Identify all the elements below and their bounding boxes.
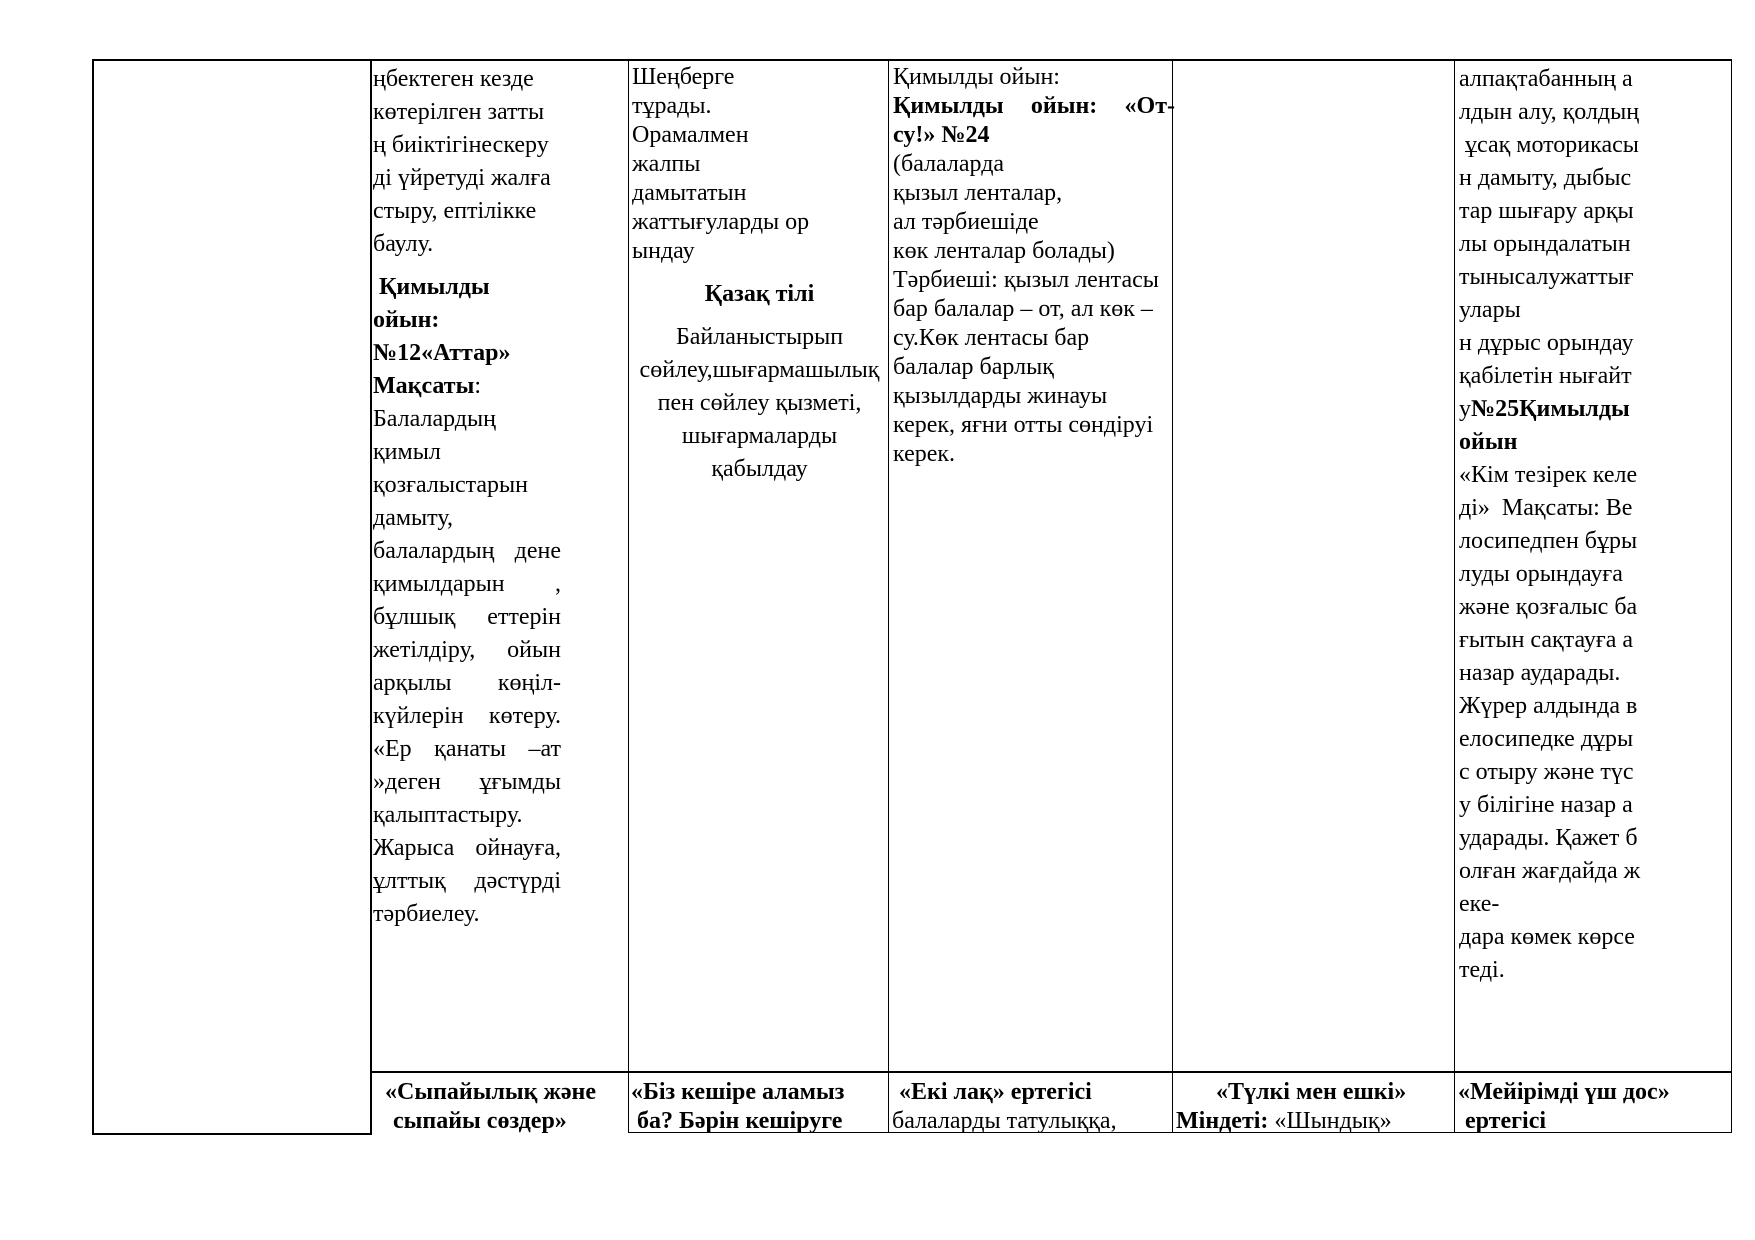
col3-line: балалар барлық xyxy=(893,354,1054,380)
col6-line: тар шығару арқы xyxy=(1459,198,1634,224)
table-border-left xyxy=(92,59,94,1135)
col3-line: (балаларда xyxy=(893,151,1005,177)
row2-col4-title: «Түлкі мен ешкі» xyxy=(1216,1079,1407,1105)
col2-body-line: шығармаларды xyxy=(681,423,838,449)
col6-line: ғытын сақтауға а xyxy=(1459,627,1634,653)
col1-line: стыру, ептілікке xyxy=(373,198,537,224)
col3-line: ал тәрбиешіде xyxy=(893,209,1039,235)
row2-col5-title: ертегісі xyxy=(1465,1108,1547,1134)
row2-col1-title: сыпайы сөздер» xyxy=(393,1108,567,1134)
col1-goal-line: »деген ұғымды xyxy=(373,769,561,795)
col6-line: тынысалужаттығ xyxy=(1459,264,1634,290)
row-divider xyxy=(370,1071,1732,1073)
col3-line: Қимылды ойын: xyxy=(893,64,1060,90)
cell-col2-main xyxy=(632,63,887,486)
col3-line: керек, яғни отты сөндіруі xyxy=(893,412,1154,438)
col1-goal-line: балалардың дене xyxy=(373,538,561,564)
col6-line: елосипедке дұры xyxy=(1459,726,1634,752)
col3-line: керек. xyxy=(893,441,956,467)
column-divider-3 xyxy=(888,59,889,1133)
col1-goal-line: тәрбиелеу. xyxy=(373,901,480,927)
col3-bold-title: Қимылды ойын: «От- xyxy=(893,93,1175,119)
col1-goal-line: қозғалыстарын xyxy=(373,472,529,498)
col6-line: және қозғалыс ба xyxy=(1459,594,1638,620)
col6-line: еке- xyxy=(1459,891,1500,917)
col6-line: назар аударады. xyxy=(1459,660,1621,686)
col1-goal-line: қимылдарын , xyxy=(373,571,561,597)
col3-line: бар балалар – от, ал көк – xyxy=(893,296,1153,322)
row2-col2 xyxy=(631,1078,844,1136)
col3-bold-title: су!» №24 xyxy=(893,122,990,148)
row2-col4-task xyxy=(1176,1107,1406,1136)
col6-line: лосипедпен бұры xyxy=(1459,528,1638,554)
col1-goal-line: Балалардың xyxy=(373,406,496,432)
col6-line: ді» Мақсаты: Ве xyxy=(1459,495,1633,521)
col6-bold-line: ойын xyxy=(1459,429,1518,455)
col6-game-number: №25Қимылды xyxy=(1471,396,1630,422)
col1-line: көтерілген затты xyxy=(373,99,545,125)
col6-mixed-prefix: у xyxy=(1459,396,1471,422)
col6-line: ударады. Қажет б xyxy=(1459,825,1638,851)
col1-goal-label: Мақсаты xyxy=(373,373,475,399)
col2-body-line: қабылдау xyxy=(711,456,808,482)
column-divider-5 xyxy=(1454,59,1455,1133)
col2-line: жалпы xyxy=(632,151,701,177)
col1-line: ді үйретуді жалға xyxy=(373,165,551,191)
column-divider-2 xyxy=(628,59,629,1133)
col2-body-line: пен сөйлеу қызметі, xyxy=(657,390,862,416)
col6-line: ұсақ моторикасы xyxy=(1459,132,1639,158)
col1-goal-line: қалыптастыру. xyxy=(373,802,523,828)
row2-col4-task-label: Міндеті: xyxy=(1176,1108,1269,1134)
col6-line: с отыру және түс xyxy=(1459,759,1634,785)
col6-line: теді. xyxy=(1459,957,1505,983)
col3-line: қызылдарды жинауы xyxy=(893,383,1108,409)
col2-line: Шеңберге xyxy=(632,64,735,90)
col1-goal-line: жетілдіру, ойын xyxy=(373,637,561,663)
col6-line: қабілетін нығайт xyxy=(1459,363,1632,389)
col6-mixed-line xyxy=(1459,393,1719,426)
col1-goal-line: қимыл xyxy=(373,439,441,465)
row2-col3-title: «Екі лақ» ертегісі xyxy=(899,1079,1092,1105)
row2-col3-line: балаларды татулыққа, xyxy=(892,1108,1117,1134)
col6-line: у білігіне назар а xyxy=(1459,792,1633,818)
col1-goal-line: арқылы көңіл- xyxy=(373,670,561,696)
col6-line: улары xyxy=(1459,297,1521,323)
col2-line: тұрады. xyxy=(632,93,712,119)
table-border-top xyxy=(92,59,1732,61)
col1-goal-line: Жарыса ойнауға, xyxy=(373,835,561,861)
row2-col4-task-value: «Шындық» xyxy=(1268,1108,1392,1134)
col2-line: ындау xyxy=(632,238,695,264)
col6-line: н дамыту, дыбыс xyxy=(1459,165,1632,191)
col2-body xyxy=(632,321,887,486)
col3-line: су.Көк лентасы бар xyxy=(893,325,1090,351)
col2-line: жаттығуларды ор xyxy=(632,209,810,235)
col2-body-line: сөйлеу,шығармашылық xyxy=(639,357,880,383)
col1-goal-line: бұлшық еттерін xyxy=(373,604,561,630)
col1-line: ңбектеген кезде xyxy=(373,66,534,92)
row2-col5 xyxy=(1458,1078,1670,1136)
col1-goal-line: «Ер қанаты –ат xyxy=(373,736,561,762)
col6-line: лдын алу, қолдың xyxy=(1459,99,1640,125)
col3-line: Тәрбиеші: қызыл лентасы xyxy=(893,267,1159,293)
col1-goal-colon: : xyxy=(474,373,482,399)
cell-col1-main xyxy=(373,63,561,931)
col6-line: н дұрыс орындау xyxy=(1459,330,1634,356)
col1-line: ң биіктігінескеру xyxy=(373,132,549,158)
col3-line: көк ленталар болады) xyxy=(893,238,1115,264)
row2-col3 xyxy=(892,1078,1117,1136)
row2-col1-title: «Сыпайылық және xyxy=(385,1079,597,1105)
col2-body-line: Байланыстырып xyxy=(675,324,844,350)
col6-line: луды орындауға xyxy=(1459,561,1623,587)
col1-goal-line: күйлерін көтеру. xyxy=(373,703,561,729)
row2-col5-title: «Мейірімді үш дос» xyxy=(1458,1079,1670,1105)
col6-line: «Кім тезірек келе xyxy=(1459,462,1638,488)
row2-col4 xyxy=(1176,1078,1406,1136)
cell-col6-main xyxy=(1459,63,1719,987)
col6-line: олған жағдайда ж xyxy=(1459,858,1641,884)
cell-col3-main xyxy=(893,63,1175,469)
col1-game-title-line: ойын: xyxy=(373,307,440,333)
col2-line: Орамалмен xyxy=(632,122,749,148)
table-border-bottom-left xyxy=(92,1133,372,1135)
col1-goal xyxy=(373,370,561,403)
col1-goal-line: ұлттық дәстүрді xyxy=(373,868,561,894)
col1-goal-line: дамыту, xyxy=(373,505,453,531)
col3-line: қызыл ленталар, xyxy=(893,180,1063,206)
row2-col2-title: ба? Бәрін кешіруге xyxy=(637,1108,843,1134)
col1-line: баулу. xyxy=(373,231,434,257)
col6-line: алпақтабанның а xyxy=(1459,66,1633,92)
col6-line: Жүрер алдында в xyxy=(1459,693,1638,719)
col2-heading: Қазақ тілі xyxy=(704,281,815,307)
col1-game-number: №12«Аттар» xyxy=(373,340,511,366)
col6-line: дара көмек көрсе xyxy=(1459,924,1635,950)
col2-line: дамытатын xyxy=(632,180,747,206)
column-divider-1 xyxy=(370,59,372,1135)
row2-col2-title: «Біз кешіре аламыз xyxy=(631,1079,845,1105)
col1-game-title-line: Қимылды xyxy=(379,274,490,300)
row2-col1 xyxy=(385,1078,596,1136)
table-border-right xyxy=(1731,59,1732,1133)
col6-line: лы орындалатын xyxy=(1459,231,1631,257)
